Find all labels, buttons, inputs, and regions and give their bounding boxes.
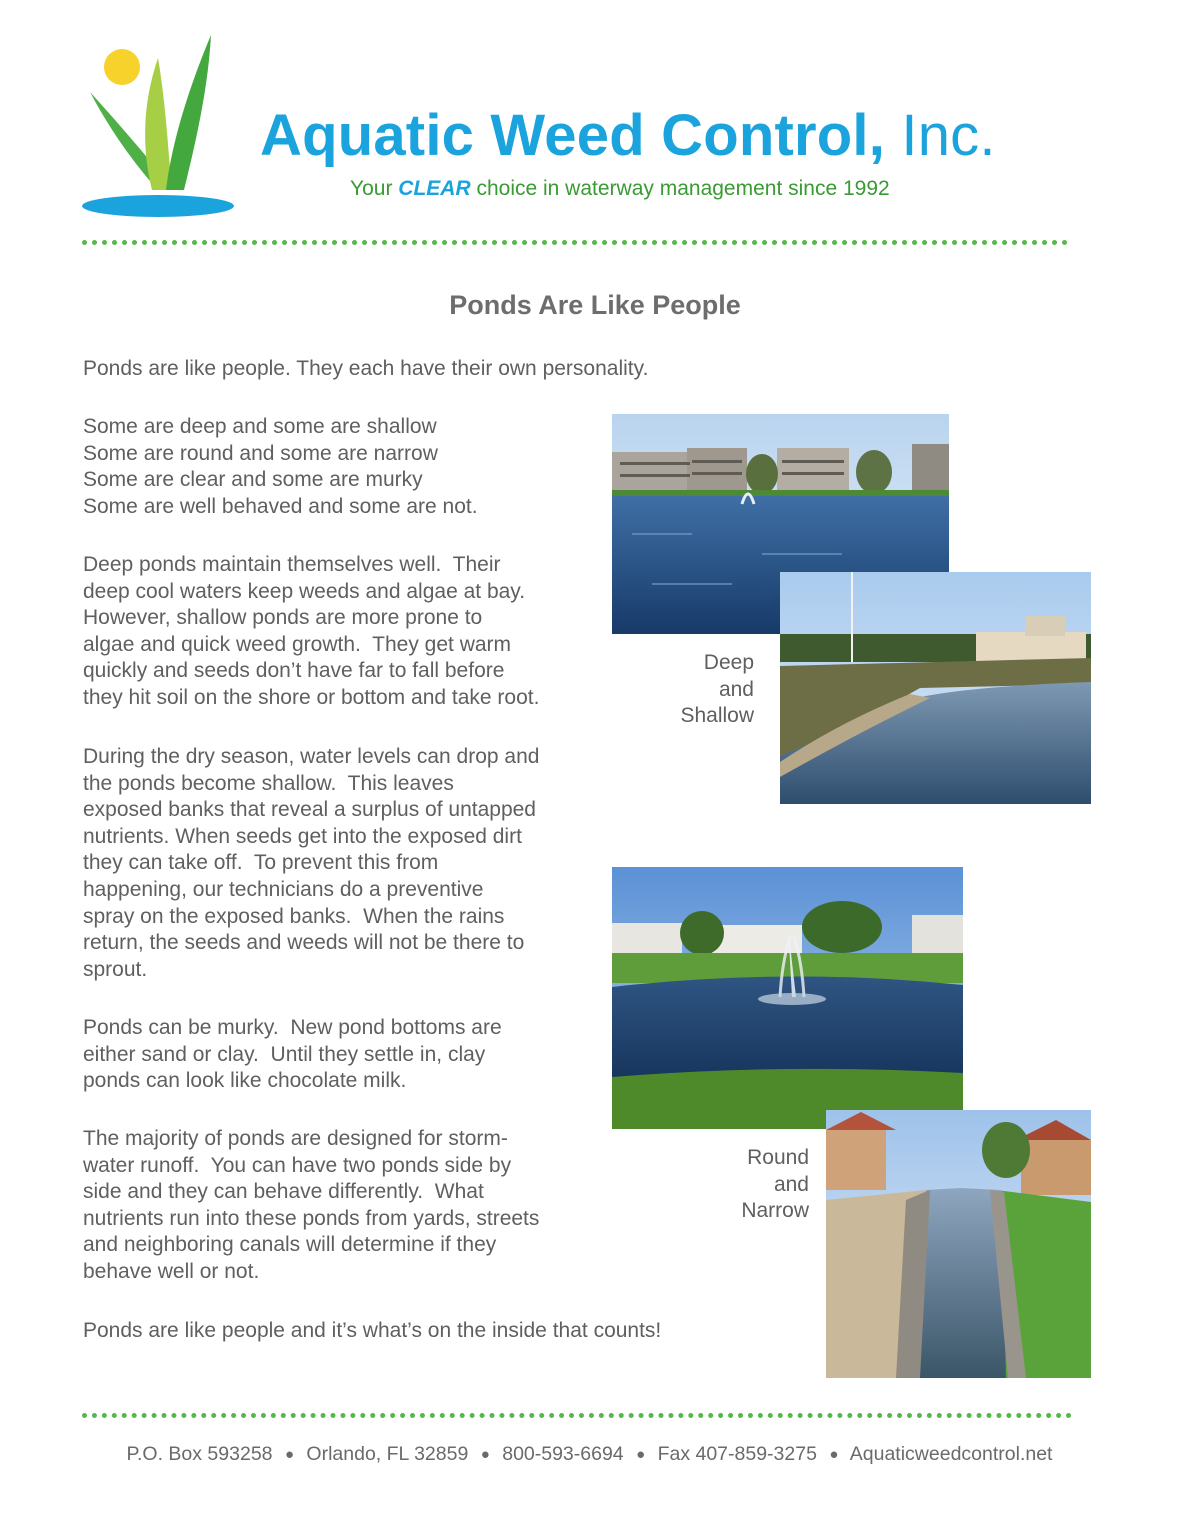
paragraph-line: the ponds become shallow. This leaves (83, 771, 454, 795)
comparison-line: Some are deep and some are shallow (83, 415, 437, 438)
paragraph-line: quickly and seeds don’t have far to fall before (83, 659, 505, 683)
company-name-bold: Aquatic Weed Control, (260, 103, 886, 168)
stormwater-paragraph (83, 1126, 603, 1286)
caption-line: Narrow (741, 1199, 809, 1223)
closing-paragraph: Ponds are like people and it’s what’s on the inside that counts! (83, 1319, 662, 1342)
deep-ponds-paragraph (83, 552, 603, 712)
caption-line: Deep (703, 651, 754, 674)
paragraph-line: water runoff. You can have two ponds side by (83, 1153, 512, 1177)
comparison-line: Some are clear and some are murky (83, 468, 423, 492)
company-name (260, 103, 996, 169)
dry-season-paragraph (83, 744, 603, 983)
header-divider (82, 240, 1068, 245)
shallow-pond-photo (780, 572, 1091, 804)
comparison-lines (83, 414, 603, 520)
page-title: Ponds Are Like People (449, 290, 741, 320)
paragraph-line: nutrients. When seeds get into the exposed dirt (83, 824, 522, 848)
company-name-suffix: Inc. (901, 103, 996, 168)
company-logo (80, 30, 240, 220)
footer-fax: Fax 407-859-3275 (657, 1443, 817, 1465)
paragraph-line: During the dry season, water levels can drop and (83, 745, 540, 768)
paragraph-line: side and they can behave differently. What (83, 1180, 484, 1204)
intro-paragraph: Ponds are like people. They each have their own personality. (83, 357, 649, 380)
bullet-separator-icon: ● (636, 1446, 646, 1463)
footer-city: Orlando, FL 32859 (306, 1443, 469, 1465)
footer-po-box: P.O. Box 593258 (126, 1443, 273, 1465)
footer-website[interactable]: Aquaticweedcontrol.net (849, 1443, 1053, 1465)
paragraph-line: The majority of ponds are designed for storm- (83, 1127, 508, 1150)
paragraph-line: sprout. (83, 957, 148, 981)
tagline (350, 177, 890, 201)
leaf-right-icon (166, 35, 211, 190)
leaf-middle-icon (145, 58, 172, 190)
tagline-emphasis: CLEAR (398, 177, 471, 200)
paragraph-line: either sand or clay. Until they settle in, clay (83, 1042, 486, 1066)
paragraph-line: ponds can look like chocolate milk. (83, 1069, 407, 1093)
caption-line: and (773, 1172, 809, 1196)
caption-round-and-narrow (700, 1145, 809, 1225)
paragraph-line: Ponds can be murky. New pond bottoms are (83, 1016, 502, 1039)
paragraph-line: deep cool waters keep weeds and algae at bay. (83, 579, 526, 603)
bullet-separator-icon: ● (284, 1446, 294, 1463)
paragraph-line: exposed banks that reveal a surplus of untapped (83, 798, 536, 822)
comparison-line: Some are round and some are narrow (83, 441, 438, 465)
footer-phone: 800-593-6694 (502, 1443, 624, 1465)
paragraph-line: spray on the exposed banks. When the rains (83, 904, 505, 928)
tagline-before: Your (350, 177, 393, 200)
paragraph-line: algae and quick weed growth. They get warm (83, 632, 512, 656)
footer-contact (0, 1443, 1179, 1466)
round-pond-photo (612, 867, 963, 1129)
narrow-canal-photo (826, 1110, 1091, 1378)
water-icon (82, 195, 234, 217)
murky-ponds-paragraph (83, 1015, 603, 1095)
caption-line: Round (747, 1146, 809, 1169)
paragraph-line: behave well or not. (83, 1259, 260, 1283)
paragraph-line: return, the seeds and weeds will not be there to (83, 931, 525, 955)
paragraph-line: nutrients run into these ponds from yards, streets (83, 1206, 540, 1230)
tagline-after: choice in waterway management since 1992 (476, 177, 890, 200)
paragraph-line: and neighboring canals will determine if they (83, 1233, 497, 1257)
bullet-separator-icon: ● (480, 1446, 490, 1463)
paragraph-line: However, shallow ponds are more prone to (83, 606, 483, 630)
comparison-line: Some are well behaved and some are not. (83, 494, 478, 518)
paragraph-line: they hit soil on the shore or bottom and take root. (83, 685, 540, 709)
paragraph-line: they can take off. To prevent this from (83, 851, 439, 875)
paragraph-line: happening, our technicians do a preventive (83, 877, 484, 901)
footer-divider (82, 1413, 1072, 1418)
paragraph-line: Deep ponds maintain themselves well. Their (83, 553, 501, 576)
sun-icon (104, 49, 140, 85)
caption-line: Shallow (680, 704, 754, 728)
bullet-separator-icon: ● (829, 1446, 839, 1463)
caption-line: and (718, 677, 754, 701)
caption-deep-and-shallow (650, 650, 754, 730)
